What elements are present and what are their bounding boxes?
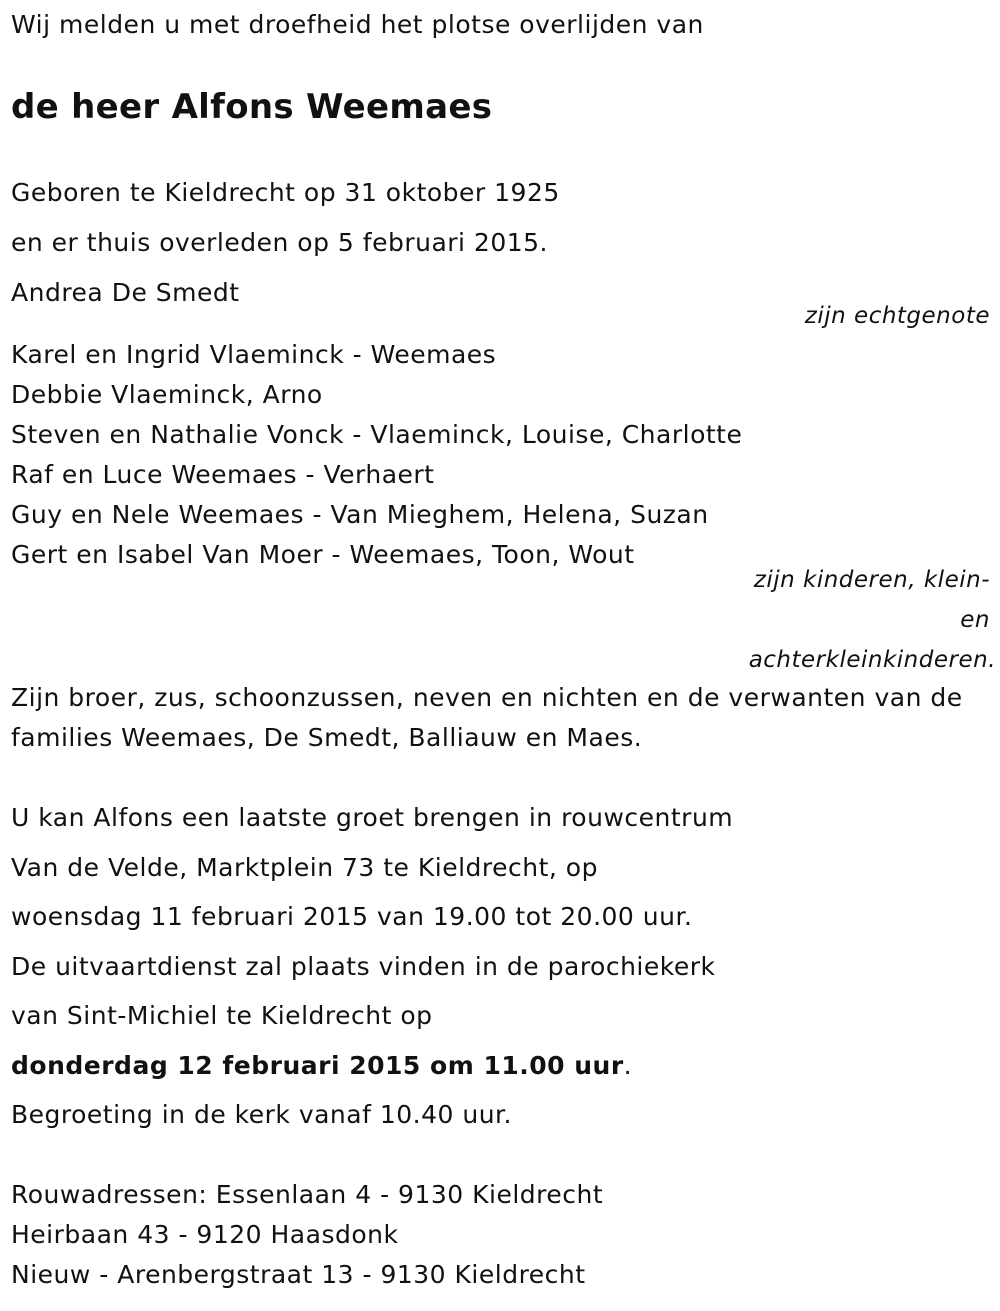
relatives-line: Zijn broer, zus, schoonzussen, neven en nichten en de verwanten van de [11,683,963,712]
children-role-line: achterkleinkinderen. [748,647,996,673]
greeting-text: Begroeting in de kerk vanaf 10.40 uur. [11,1100,512,1129]
visitation-line: U kan Alfons een laatste groet brengen in rouwcentrum [11,803,734,832]
relatives-line: families Weemaes, De Smedt, Balliauw en Maes. [11,723,643,752]
address-line: Nieuw - Arenbergstraat 13 - 9130 Kieldrecht [11,1260,586,1289]
service-line: De uitvaartdienst zal plaats vinden in de parochiekerk [11,952,716,981]
deceased-title: de heer Alfons Weemaes [11,87,493,127]
children-role-line: zijn kinderen, klein- [753,567,990,593]
spouse-name: Andrea De Smedt [11,278,240,307]
intro-text: Wij melden u met droefheid het plotse overlijden van [11,10,704,39]
spouse-role: zijn echtgenote [804,303,990,329]
children-line: Raf en Luce Weemaes - Verhaert [11,460,435,489]
children-line: Gert en Isabel Van Moer - Weemaes, Toon, Wout [11,540,635,569]
birth-text: Geboren te Kieldrecht op 31 oktober 1925 [11,178,560,207]
death-text: en er thuis overleden op 5 februari 2015. [11,228,549,257]
service-datetime-suffix: . [623,1051,633,1080]
children-line: Debbie Vlaeminck, Arno [11,380,323,409]
service-line: van Sint-Michiel te Kieldrecht op [11,1001,433,1030]
address-line: Heirbaan 43 - 9120 Haasdonk [11,1220,399,1249]
children-role-line: en [960,607,990,633]
children-line: Karel en Ingrid Vlaeminck - Weemaes [11,340,497,369]
service-datetime: donderdag 12 februari 2015 om 11.00 uur [11,1051,624,1080]
visitation-line: woensdag 11 februari 2015 van 19.00 tot 20.00 uur. [11,902,693,931]
visitation-line: Van de Velde, Marktplein 73 te Kieldrecht, op [11,853,598,882]
service-datetime-line [11,1051,632,1081]
children-line: Guy en Nele Weemaes - Van Mieghem, Helena, Suzan [11,500,709,529]
children-line: Steven en Nathalie Vonck - Vlaeminck, Louise, Charlotte [11,420,743,449]
address-line: Rouwadressen: Essenlaan 4 - 9130 Kieldrecht [11,1180,604,1209]
